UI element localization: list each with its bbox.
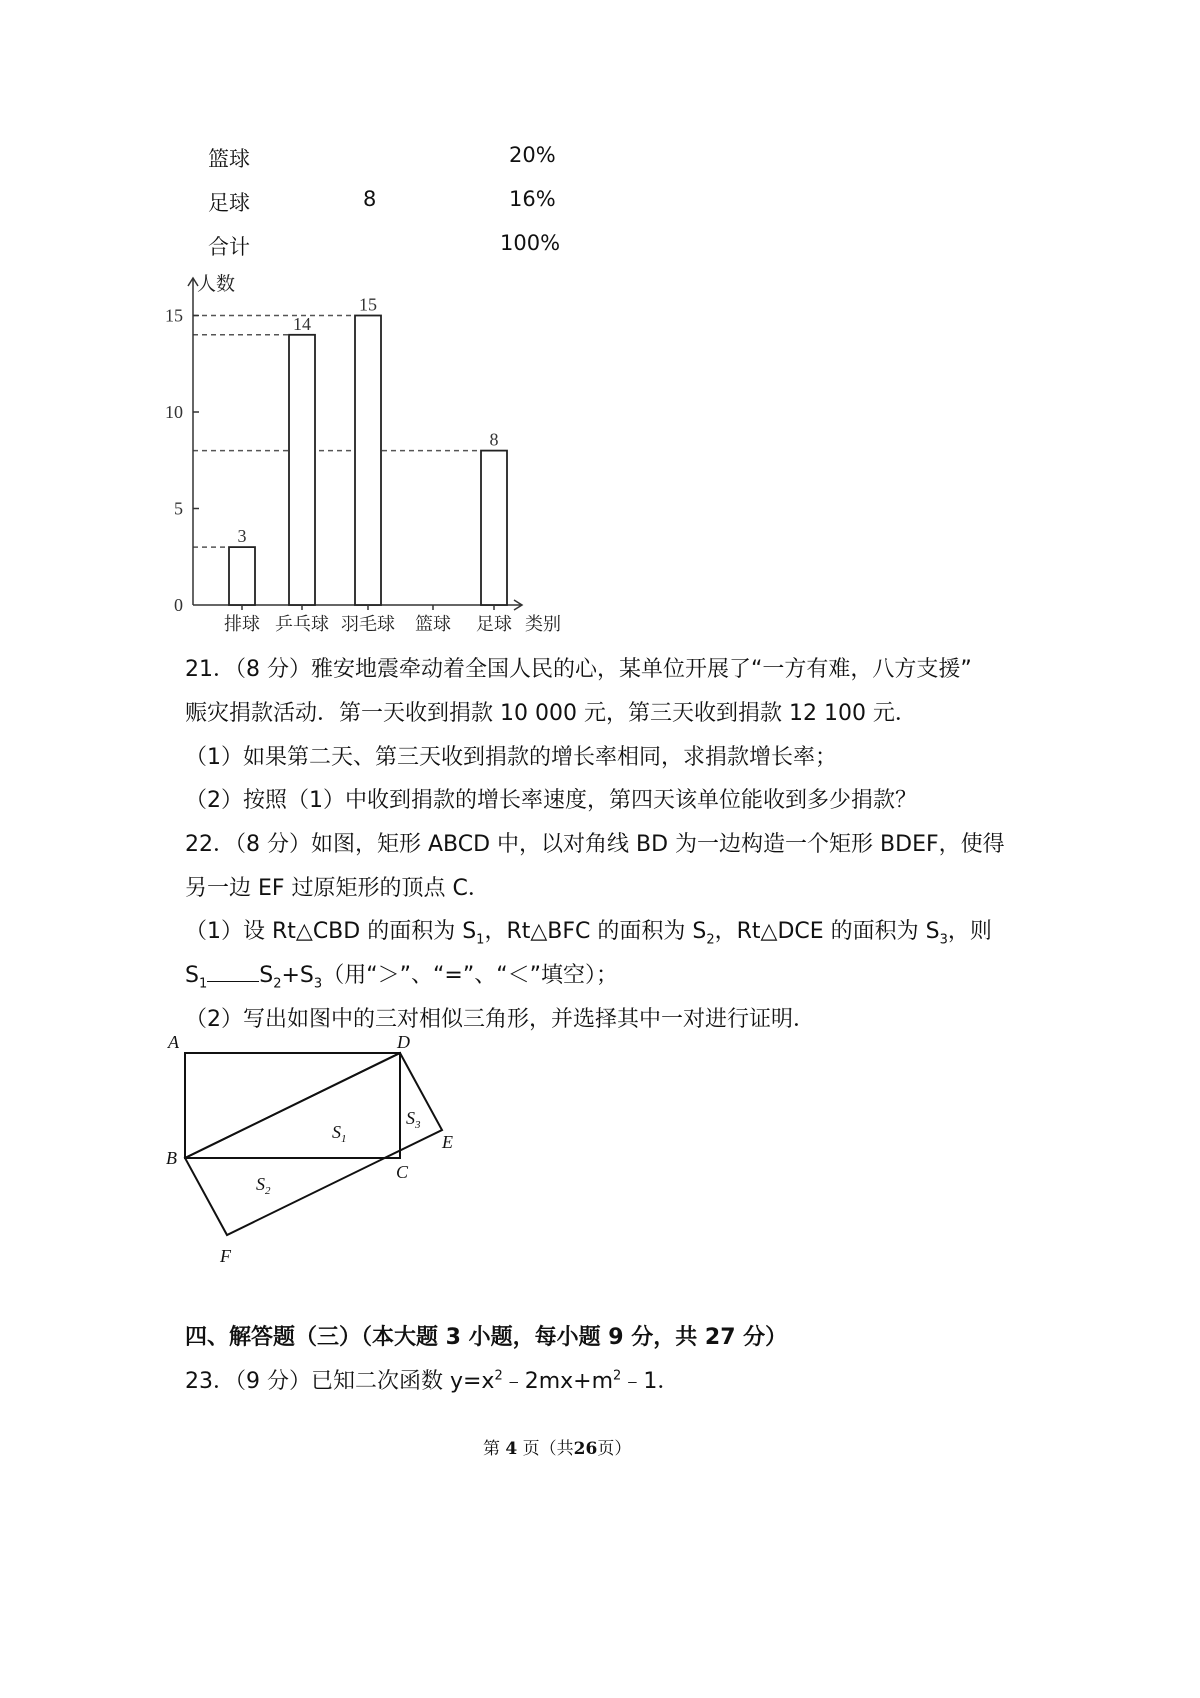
footer-total-pages: 26 bbox=[573, 1439, 598, 1459]
q22-line1: 22．（8 分）如图，矩形 ABCD 中，以对角线 BD 为一边构造一个矩形 BDEF，使得 bbox=[185, 832, 1005, 857]
q21-line2: 赈灾捐款活动．第一天收到捐款 10 000 元，第三天收到捐款 12 100 元． bbox=[185, 701, 917, 726]
q22-line2: 另一边 EF 过原矩形的顶点 C． bbox=[185, 876, 490, 901]
bar bbox=[289, 335, 315, 605]
q22-part2: （2）写出如图中的三对相似三角形，并选择其中一对进行证明． bbox=[185, 1007, 815, 1032]
label-s2: $S_2$ bbox=[256, 1174, 271, 1197]
q22-part1-b: ，Rt△BFC 的面积为 S bbox=[484, 919, 707, 944]
table-row-2-percent: 16% bbox=[509, 187, 556, 211]
q23-prefix: 23．（9 分）已知二次函数 y=x bbox=[185, 1369, 495, 1394]
label-f: F bbox=[220, 1246, 231, 1266]
bar-chart bbox=[0, 0, 600, 650]
q21-part1: （1）如果第二天、第三天收到捐款的增长率相同，求捐款增长率； bbox=[185, 745, 837, 770]
label-s1: $S_1$ bbox=[332, 1122, 347, 1145]
label-s3: $S_3$ bbox=[406, 1108, 421, 1131]
table-row-2-count: 8 bbox=[363, 187, 377, 211]
q22-part1-a: （1）设 Rt△CBD 的面积为 S bbox=[185, 919, 477, 944]
table-row-2-category: 足球 bbox=[208, 191, 250, 215]
label-d: D bbox=[397, 1032, 410, 1052]
label-a: A bbox=[168, 1032, 179, 1052]
x-category-label: 足球 bbox=[476, 614, 512, 634]
q22-part1-d: ，则 bbox=[947, 919, 992, 944]
q22-part1-tail: （用“＞”、“=”、“＜”填空）； bbox=[322, 963, 619, 988]
q23-mid: ﹣2mx+m bbox=[502, 1369, 614, 1394]
label-e: E bbox=[442, 1132, 453, 1152]
x-category-label: 排球 bbox=[224, 614, 260, 634]
footer-page-number: 4 bbox=[505, 1439, 518, 1459]
bar-data-label: 15 bbox=[359, 294, 377, 315]
bar-data-label: 8 bbox=[489, 429, 499, 450]
label-b: B bbox=[166, 1148, 177, 1168]
y-axis-label: 人数 bbox=[197, 274, 236, 295]
q21-line1: 21．（8 分）雅安地震牵动着全国人民的心，某单位开展了“一方有难，八方支援” bbox=[185, 657, 972, 682]
rect-bdef bbox=[185, 1053, 442, 1235]
footer-suffix: 页） bbox=[597, 1439, 632, 1459]
x-category-label: 乒乓球 bbox=[275, 614, 329, 634]
q21-part2: （2）按照（1）中收到捐款的增长率速度，第四天该单位能收到多少捐款？ bbox=[185, 788, 917, 813]
table-row-3-category: 合计 bbox=[208, 235, 250, 259]
label-c: C bbox=[396, 1162, 409, 1182]
rectangle-figure bbox=[160, 1030, 480, 1270]
bar bbox=[481, 451, 507, 605]
page-footer bbox=[483, 1434, 631, 1459]
bar-data-label: 3 bbox=[237, 526, 247, 547]
table-row-1-category: 篮球 bbox=[208, 147, 250, 171]
footer-prefix: 第 bbox=[483, 1439, 500, 1459]
q23-suffix: ﹣1． bbox=[621, 1369, 680, 1394]
x-category-label: 篮球 bbox=[415, 614, 451, 634]
table-row-3-percent: 100% bbox=[500, 231, 561, 255]
y-tick-label: 5 bbox=[174, 498, 183, 519]
q22-part1: （1）设 Rt△CBD 的面积为 $S_1$，Rt△BFC 的面积为 $S_2$，Rt△DCE 的面积为 $S_3$，则 bbox=[185, 919, 992, 948]
bar-data-label: 14 bbox=[293, 313, 311, 334]
footer-middle: 页（共 bbox=[522, 1439, 574, 1459]
x-category-label: 羽毛球 bbox=[341, 614, 395, 634]
bar bbox=[355, 316, 381, 606]
bar bbox=[229, 547, 255, 605]
y-tick-label: 0 bbox=[174, 595, 183, 615]
q22-part1-line2: $S_1$ $S_2+S_3$（用“＞”、“=”、“＜”填空）； bbox=[185, 963, 619, 992]
y-tick-label: 15 bbox=[165, 305, 183, 326]
answer-blank[interactable] bbox=[207, 963, 259, 982]
y-tick-label: 10 bbox=[165, 402, 183, 422]
x-axis-label: 类别 bbox=[525, 614, 561, 634]
table-row-1-percent: 20% bbox=[509, 143, 556, 167]
q23: 23．（9 分）已知二次函数 $y=x^2﹣2mx+m^2﹣1$． bbox=[185, 1368, 680, 1394]
section-heading: 四、解答题（三）（本大题 3 小题，每小题 9 分，共 27 分） bbox=[185, 1325, 788, 1350]
q22-part1-c: ，Rt△DCE 的面积为 S bbox=[714, 919, 940, 944]
